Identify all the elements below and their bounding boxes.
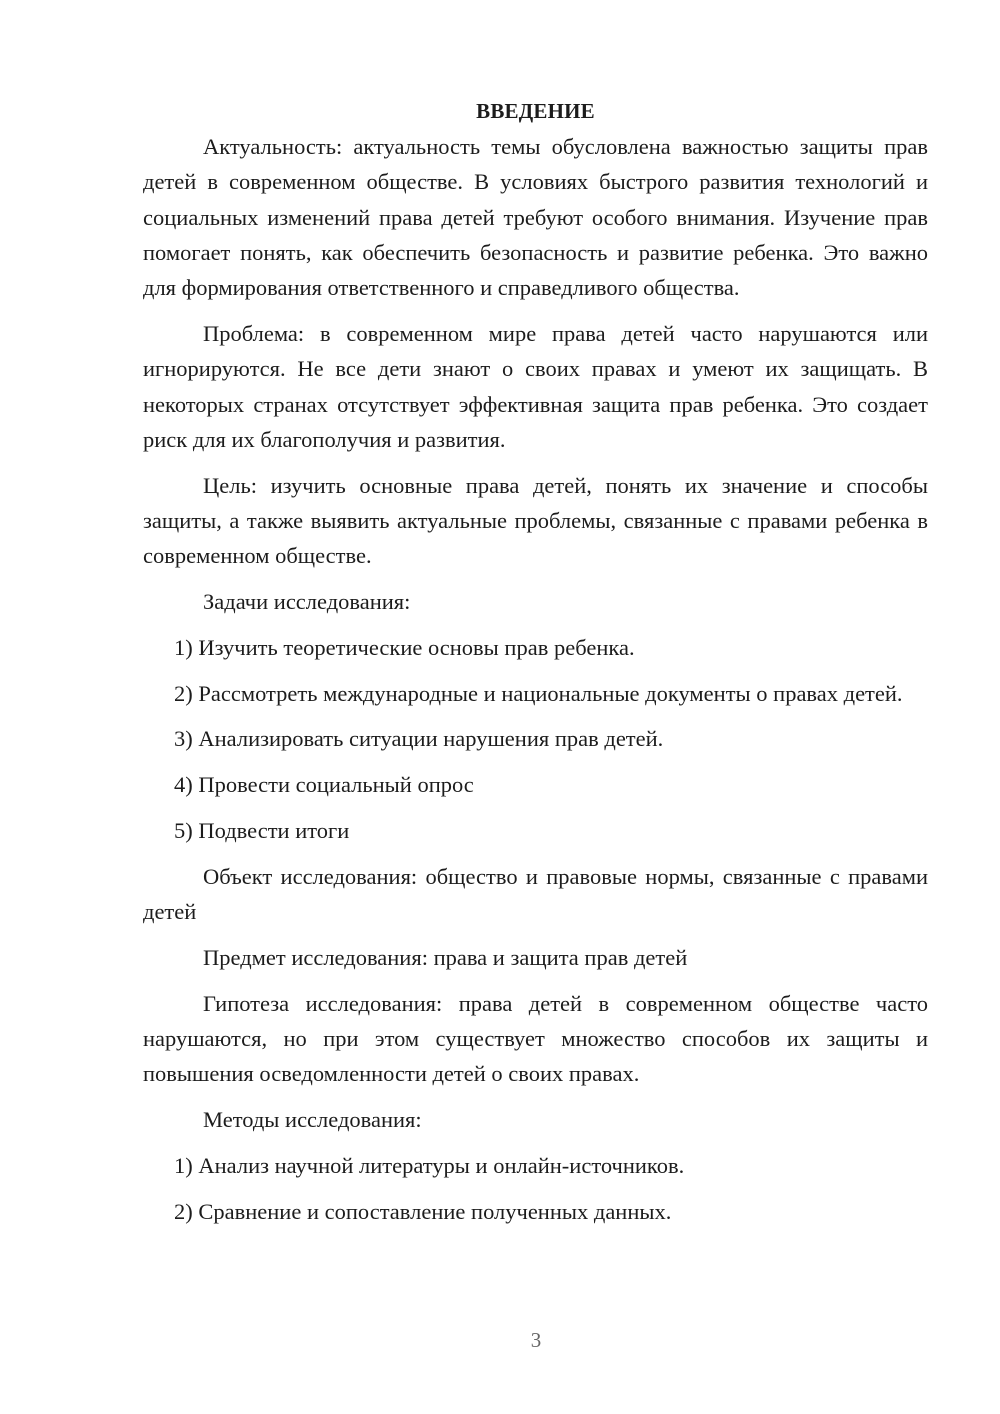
section-heading: ВВЕДЕНИЕ xyxy=(476,99,595,123)
task-item-4: 4) Провести социальный опрос xyxy=(174,772,474,798)
page-content xyxy=(143,94,928,1229)
tasks-title: Задачи исследования: xyxy=(203,589,411,615)
task-item-3: 3) Анализировать ситуации нарушения прав детей. xyxy=(174,726,664,752)
method-item-2: 2) Сравнение и сопоставление полученных данных. xyxy=(174,1198,672,1224)
task-item-2: 2) Рассмотреть международные и национальные документы о правах детей. xyxy=(174,680,903,706)
task-item-5: 5) Подвести итоги xyxy=(174,818,350,844)
methods-title: Методы исследования: xyxy=(203,1107,422,1133)
goal-paragraph: Цель: изучить основные права детей, понять их значение и способы защиты, а также выявить актуальные проблемы, связанные с правами ребенка в современном обществе. xyxy=(143,472,928,569)
relevance-paragraph: Актуальность: актуальность темы обусловлена важностью защиты прав детей в современном обществе. В условиях быстрого развития технологий и социальных изменений права детей требуют особого внимания. Изучение прав помогает понять, как обеспечить безопасность и развитие ребенка. Это важно для формирования ответственного и справедливого общества. xyxy=(143,134,928,301)
problem-paragraph: Проблема: в современном мире права детей часто нарушаются или игнорируются. Не все дети знают о своих правах и умеют их защищать. В некоторых странах отсутствует эффективная защита прав ребенка. Это создает риск для их благополучия и развития. xyxy=(143,320,928,452)
page-number: 3 xyxy=(530,1328,542,1352)
subject-paragraph: Предмет исследования: права и защита прав детей xyxy=(203,944,688,970)
hypothesis-paragraph: Гипотеза исследования: права детей в современном обществе часто нарушаются, но при этом существует множество способов их защиты и повышения осведомленности детей о своих правах. xyxy=(143,990,928,1087)
task-item-1: 1) Изучить теоретические основы прав ребенка. xyxy=(174,634,635,660)
object-paragraph: Объект исследования: общество и правовые нормы, связанные с правами детей xyxy=(143,863,928,925)
method-item-1: 1) Анализ научной литературы и онлайн-источников. xyxy=(174,1152,685,1178)
